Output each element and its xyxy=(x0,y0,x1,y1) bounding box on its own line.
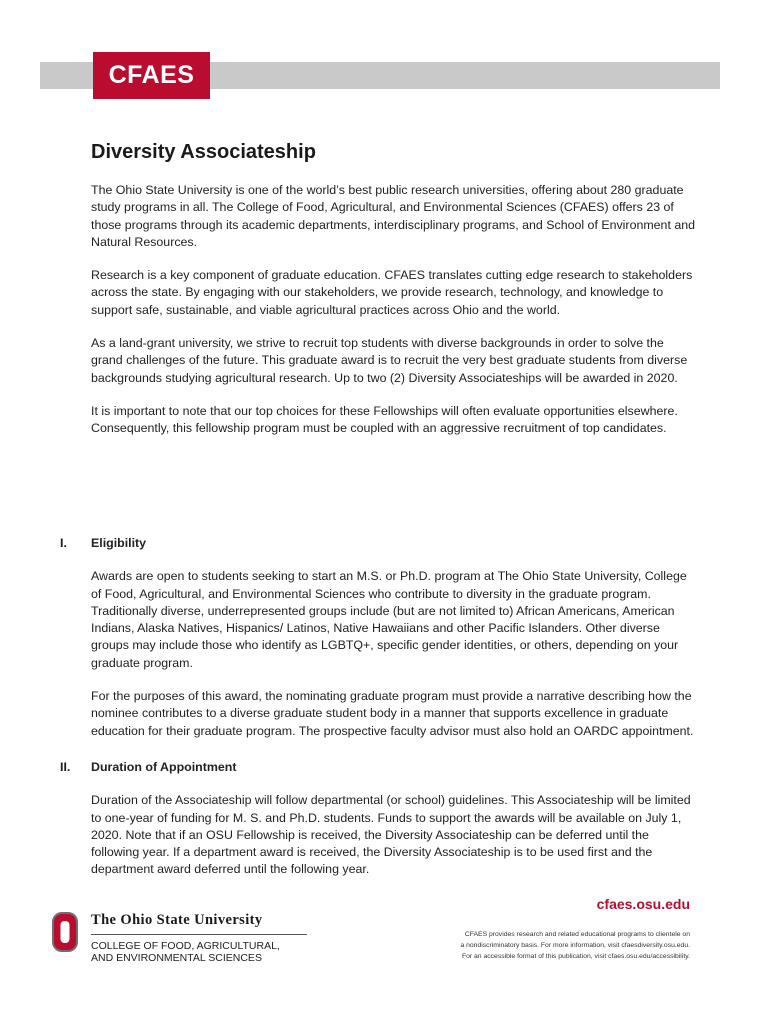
intro-paragraph-4: It is important to note that our top choices for these Fellowships will often evaluate opportunities elsewhere. Consequently, this fellowship program must be coupled with an aggressive recruitment of top candidates. xyxy=(91,403,678,436)
section-numeral: I. xyxy=(60,536,67,550)
section-eligibility xyxy=(60,535,700,756)
section-title: Duration of Appointment xyxy=(91,760,237,774)
section-paragraph: Awards are open to students seeking to start an M.S. or Ph.D. program at The Ohio State University, College of Food, Agricultural, and Environmental Sciences who contribute to diversity in the graduate program. Traditionally diverse, underrepresented groups include (but are not limited to) African Americans, American Indians, Alaska Natives, Hispanics/ Latinos, Native Hawaiians and other Pacific Islanders. Other diverse groups may include those who identify as LGBTQ+, specific gender identities, or others, depending on your graduate program. xyxy=(91,569,687,670)
page-title: Diversity Associateship xyxy=(91,141,316,163)
footer-url-link[interactable]: cfaes.osu.edu xyxy=(596,896,690,912)
disclaimer-line: a nondiscriminatory basis. For more information, visit cfaesdiversity.osu.edu. xyxy=(460,942,690,949)
document-body xyxy=(91,141,696,454)
block-o-icon xyxy=(52,912,78,952)
section-numeral: II. xyxy=(60,760,71,774)
university-name: The Ohio State University xyxy=(91,912,263,928)
intro-paragraph-1: The Ohio State University is one of the world’s best public research universities, offering about 280 graduate study programs in all. The College of Food, Agricultural, and Environmental Sciences (CFAES) offers 23 of those programs through its academic departments, interdisciplinary programs, and School of Environment and Natural Resources. xyxy=(91,183,696,249)
college-name-line-1: COLLEGE OF FOOD, AGRICULTURAL, xyxy=(91,940,280,952)
footer-disclaimer xyxy=(410,929,690,962)
intro-paragraph-2: Research is a key component of graduate education. CFAES translates cutting edge research to stakeholders across the state. By engaging with our stakeholders, we provide research, technology, and knowledge to support safe, sustainable, and viable agricultural practices across Ohio and the world. xyxy=(91,268,693,317)
section-paragraph: For the purposes of this award, the nominating graduate program must provide a narrative describing how the nominee contributes to a diverse graduate student body in a manner that supports excellence in graduate education for their graduate program. The prospective faculty advisor must also hold an OARDC appointment. xyxy=(91,689,694,738)
section-title: Eligibility xyxy=(91,536,147,550)
disclaimer-line: For an accessible format of this publication, visit cfaes.osu.edu/accessibility. xyxy=(461,953,690,960)
section-paragraph: Duration of the Associateship will follow departmental (or school) guidelines. This Associateship will be limited to one-year of funding for M. S. and Ph.D. students. Funds to support the awards will be available on July 1, 2020. Note that if an OSU Fellowship is received, the Diversity Associateship can be deferred until the following year. If a department award is received, the Diversity Associateship is to be used first and the department award deferred until the following year. xyxy=(91,793,691,877)
disclaimer-line: CFAES provides research and related educational programs to clientele on xyxy=(464,931,690,938)
cfaes-logo: CFAES xyxy=(93,52,210,99)
college-name-line-2: AND ENVIRONMENTAL SCIENCES xyxy=(91,952,262,964)
osu-wordmark xyxy=(52,912,312,968)
wordmark-divider xyxy=(91,934,307,935)
section-duration xyxy=(60,759,700,895)
intro-paragraph-3: As a land-grant university, we strive to recruit top students with diverse backgrounds in order to solve the grand challenges of the future. This graduate award is to recruit the very best graduate students from diverse backgrounds studying agricultural research. Up to two (2) Diversity Associateships will be awarded in 2020. xyxy=(91,336,688,385)
